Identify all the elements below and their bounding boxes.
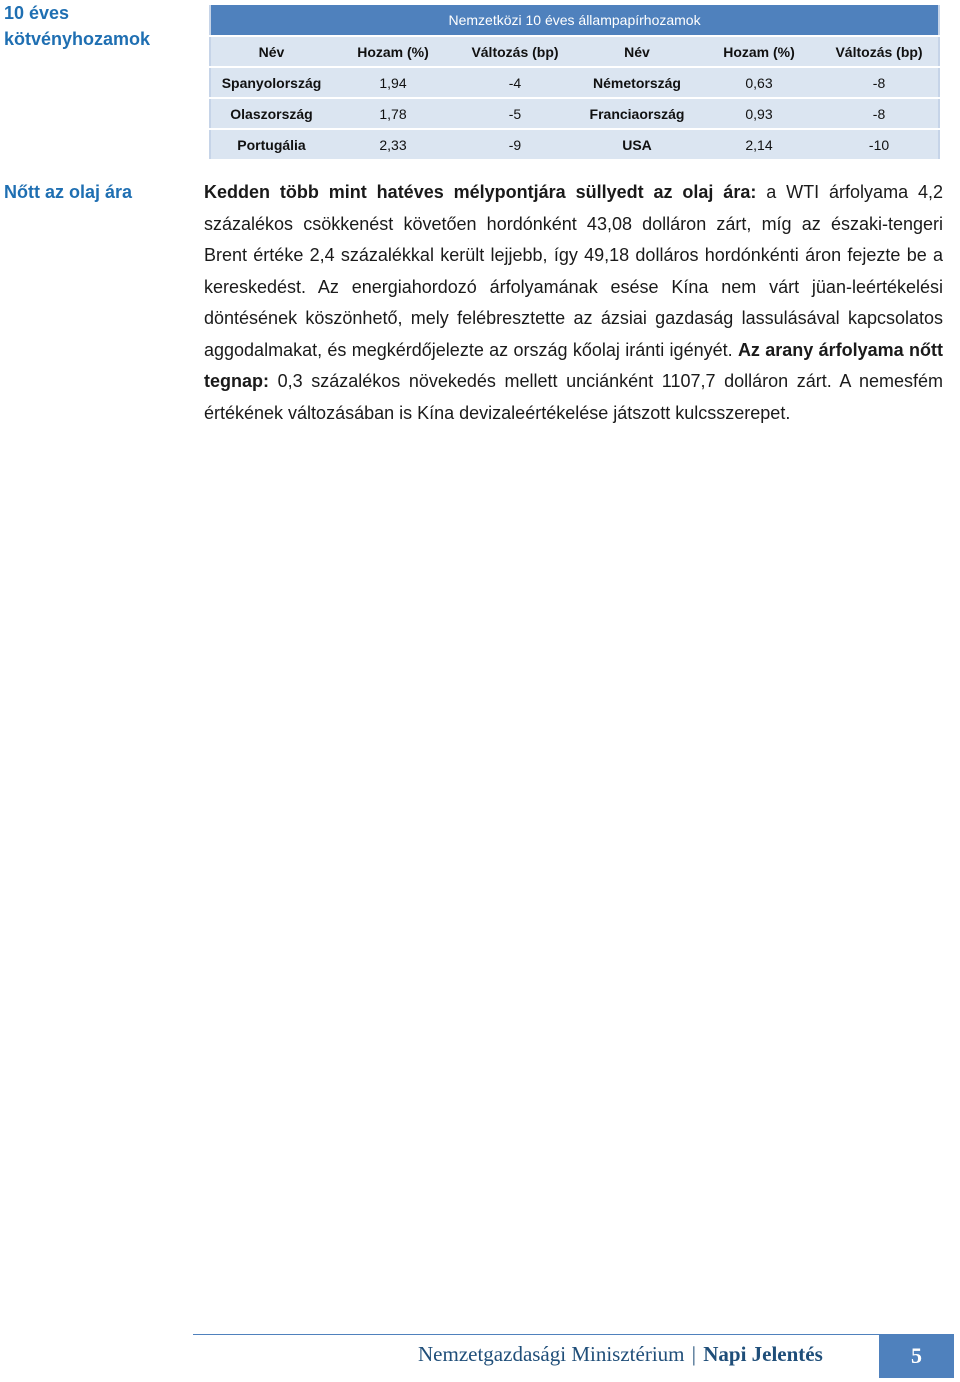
article-gold-lead: Az arany árfolyama nőtt tegnap: [204, 339, 943, 391]
footer-ministry: Nemzetgazdasági Minisztérium [418, 1342, 685, 1366]
change-value: -9 [454, 129, 576, 160]
article-paragraph [204, 177, 943, 429]
column-header: Név [210, 36, 332, 67]
country-name: Németország [576, 67, 698, 98]
footer-rule [193, 1334, 879, 1335]
footer-report-name: Napi Jelentés [703, 1342, 823, 1366]
yield-value: 0,93 [698, 98, 820, 129]
yield-value: 0,63 [698, 67, 820, 98]
change-value: -4 [454, 67, 576, 98]
column-header: Név [576, 36, 698, 67]
section-label-oil-price: Nőtt az olaj ára [4, 182, 133, 202]
change-value: -5 [454, 98, 576, 129]
table-row [210, 129, 939, 160]
change-value: -10 [820, 129, 939, 160]
column-header: Hozam (%) [332, 36, 454, 67]
table-caption: Nemzetközi 10 éves állampapírhozamok [210, 5, 939, 36]
column-header: Változás (bp) [820, 36, 939, 67]
page-number: 5 [879, 1334, 954, 1378]
table-row [210, 98, 939, 129]
table-header-row [210, 36, 939, 67]
yield-value: 1,94 [332, 67, 454, 98]
yield-value: 1,78 [332, 98, 454, 129]
change-value: -8 [820, 98, 939, 129]
column-header: Hozam (%) [698, 36, 820, 67]
table-row [210, 67, 939, 98]
country-name: USA [576, 129, 698, 160]
country-name: Spanyolország [210, 67, 332, 98]
section-label-bond-yields: 10 éves kötvényhozamok [4, 3, 151, 49]
country-name: Franciaország [576, 98, 698, 129]
country-name: Portugália [210, 129, 332, 160]
yield-table [209, 5, 940, 161]
column-header: Változás (bp) [454, 36, 576, 67]
article-lead: Kedden több mint hatéves mélypontjára süllyedt az olaj ára: [204, 182, 757, 202]
article-text: a WTI árfolyama 4,2 százalékos csökkenést követően hordónként 43,08 dolláron zárt, míg az északi-tengeri Brent értéke 2,4 százalékkal került lejjebb, így 49,18 dolláros hordónkénti áron fejezte be a kereskedést. Az energiahordozó árfolyamának esése Kína nem várt jüan-leértékelési döntésének köszönhető, mely felébresztette az ázsiai gazdaság lassulásával kapcsolatos aggodalmakat, és megkérdőjelezte az ország kőolaj iránti igényét. [204, 182, 944, 360]
footer-separator: | [691, 1342, 696, 1366]
article-text: 0,3 százalékos növekedés mellett unciánként 1107,7 dolláron zárt. A nemesfém értékének változásában is Kína devizaleértékelése játszott kulcsszerepet. [204, 371, 943, 423]
yield-value: 2,14 [698, 129, 820, 160]
country-name: Olaszország [210, 98, 332, 129]
footer-title [418, 1342, 823, 1367]
yield-value: 2,33 [332, 129, 454, 160]
change-value: -8 [820, 67, 939, 98]
table-caption-row [210, 5, 939, 36]
